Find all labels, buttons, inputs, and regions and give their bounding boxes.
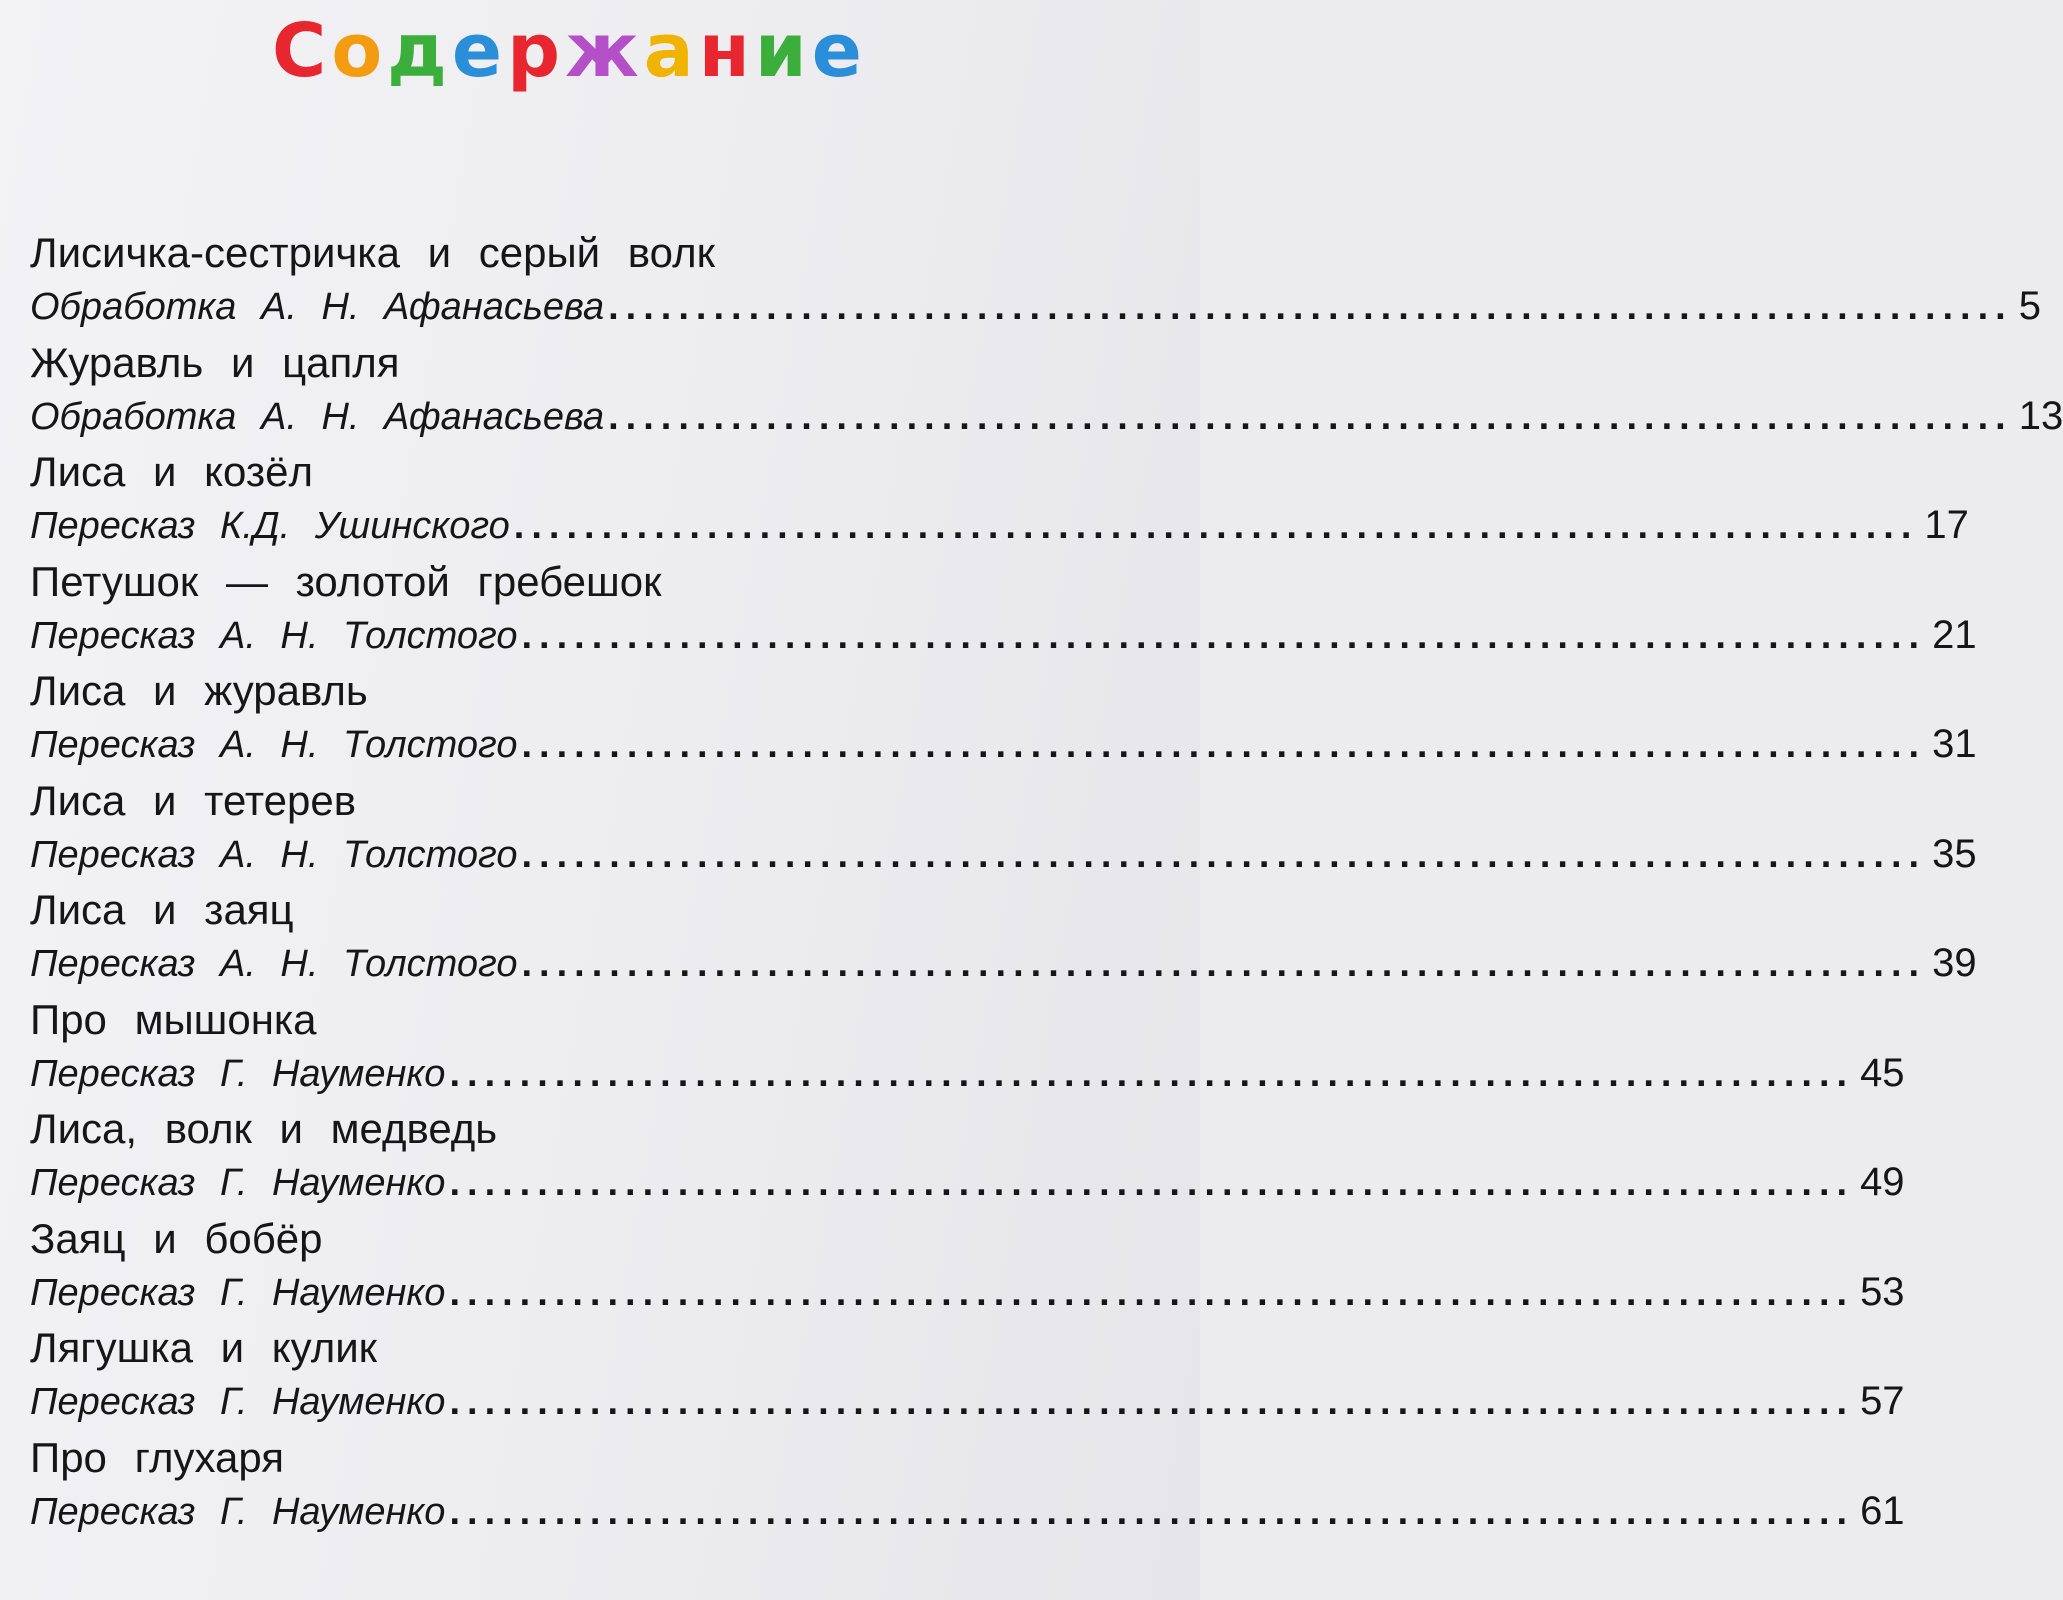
page-number: 13 [2018,393,2063,438]
dot-leader: ................................................................................ [608,395,2013,438]
dot-leader: ................................................................................ [449,1162,1855,1204]
toc-entry-line [30,1050,1905,1095]
page-number: 39 [1932,941,1977,985]
story-title: Журавль и цапля [30,338,400,386]
story-title: Про мышонка [30,995,317,1043]
page-number: 45 [1860,1050,1905,1095]
story-title: Лягушка и кулик [30,1324,378,1371]
toc-entry-line [30,503,1969,547]
page-number: 31 [1932,722,1977,766]
story-title: Лиса и тетерев [30,776,357,824]
story-author: Пересказ Г. Науменко [30,1381,446,1423]
toc-entry-line [30,284,2041,328]
dot-leader: ................................................................................ [449,1381,1855,1423]
story-author: Пересказ Г. Науменко [30,1162,446,1204]
story-author: Пересказ Г. Науменко [30,1490,446,1533]
toc-entry-line [30,941,1977,985]
toc-entry-line [30,612,1977,657]
title-letter: и [754,8,812,94]
page-number: 21 [1932,612,1977,657]
title-letter: С [272,8,332,94]
title-letter: н [698,8,755,94]
story-author: Пересказ К.Д. Ушинского [30,505,510,547]
toc-entry-line [30,722,1977,766]
page-number: 35 [1932,831,1977,876]
title-letter: д [387,8,452,94]
story-author: Пересказ А. Н. Толстого [30,614,518,657]
story-author: Пересказ А. Н. Толстого [30,724,518,766]
dot-leader: ................................................................................ [521,833,1927,876]
toc-entry-line [30,1379,1905,1423]
page-number: 57 [1860,1379,1905,1423]
dot-leader: ................................................................................ [449,1271,1855,1314]
dot-leader: ................................................................................ [513,505,1919,547]
dot-leader: ................................................................................ [521,724,1927,766]
toc-entry-line [30,393,2063,438]
page-number: 61 [1860,1488,1905,1533]
title-letter: а [643,8,699,94]
page-number: 53 [1860,1269,1905,1314]
title-letter: е [811,8,867,94]
title-letter: о [331,8,388,94]
page-number: 17 [1924,503,1969,547]
dot-leader: ................................................................................ [449,1052,1855,1095]
page-number: 49 [1860,1160,1905,1204]
story-title: Про глухаря [30,1433,284,1481]
toc-entry-line [30,1269,1905,1314]
story-author: Пересказ А. Н. Толстого [30,833,518,876]
dot-leader: ................................................................................ [449,1490,1855,1533]
story-author: Обработка А. Н. Афанасьева [30,286,605,328]
story-title: Петушок — золотой гребешок [30,557,662,605]
toc-entry-line [30,1488,1905,1533]
dot-leader: ................................................................................ [521,614,1927,657]
story-author: Пересказ Г. Науменко [30,1271,446,1314]
dot-leader: ................................................................................ [608,286,2013,328]
title-letter: р [507,8,566,94]
story-title: Лиса и заяц [30,886,294,933]
title-letter: ж [565,8,644,94]
dot-leader: ................................................................................ [521,943,1927,985]
story-author: Пересказ А. Н. Толстого [30,943,518,985]
story-title: Лисичка-сестричка и серый волк [30,229,715,276]
story-author: Обработка А. Н. Афанасьева [30,395,605,438]
story-title: Заяц и бобёр [30,1214,323,1262]
toc-entry-line [30,831,1977,876]
story-author: Пересказ Г. Науменко [30,1052,446,1095]
title-letter: е [451,8,508,94]
story-title: Лиса и козёл [30,448,314,495]
page-number: 5 [2018,284,2041,328]
toc-entry-line [30,1160,1905,1204]
story-title: Лиса, волк и медведь [30,1105,498,1152]
story-title: Лиса и журавль [30,667,368,714]
